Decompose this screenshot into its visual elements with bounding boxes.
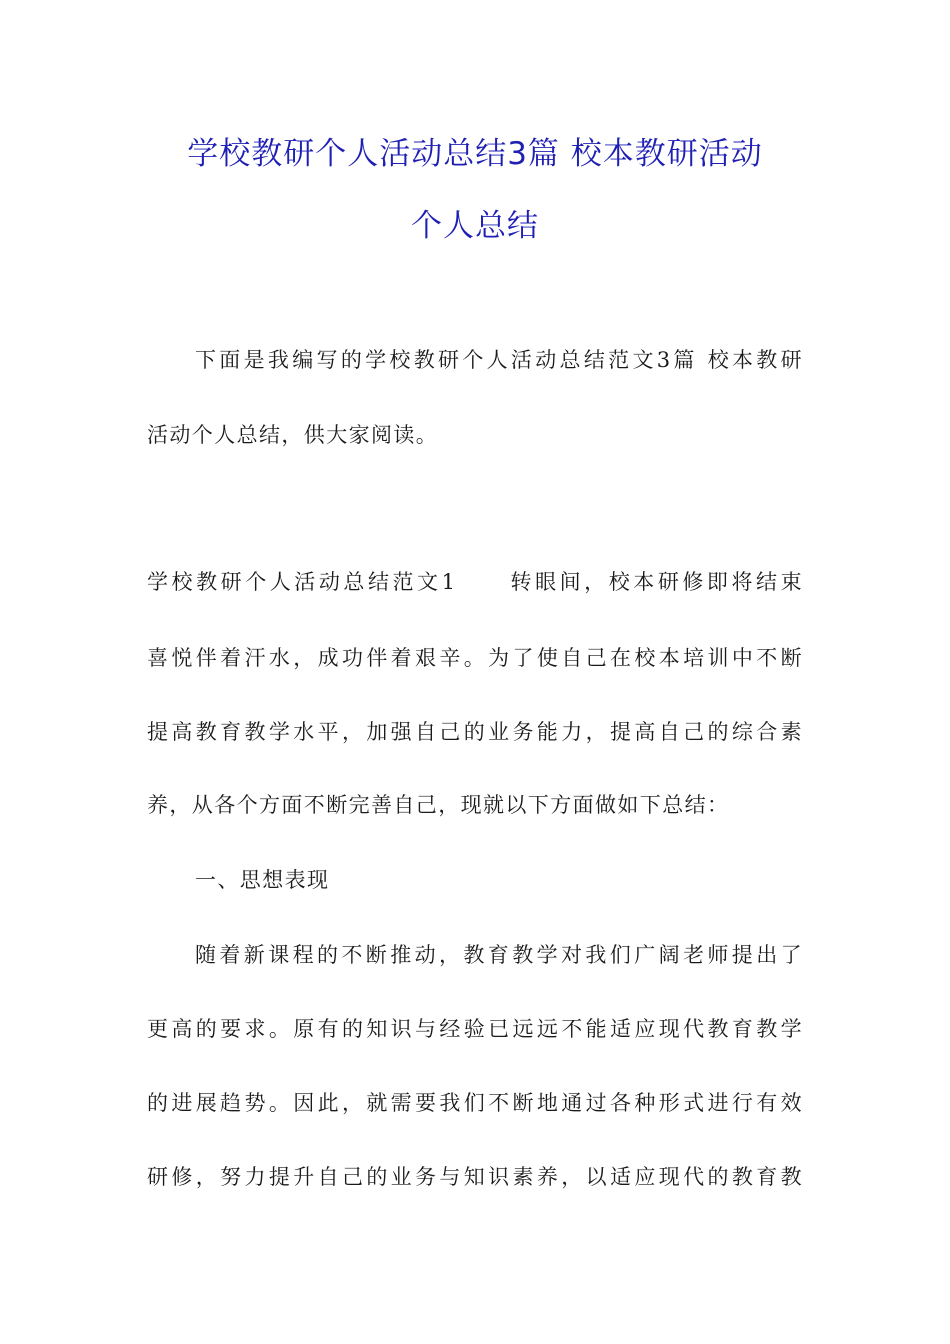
paragraph-2-line-1: 随着新课程的不断推动，教育教学对我们广阔老师提出了 xyxy=(195,943,803,967)
document-title-line-1: 学校教研个人活动总结3篇 校本教研活动 xyxy=(187,136,763,172)
section-1-first-line xyxy=(147,567,803,597)
section-1-line-1-rest: 转眼间，校本研修即将结束 xyxy=(508,570,803,594)
paragraph-2-line-3: 的进展趋势。因此，就需要我们不断地通过各种形式进行有效 xyxy=(147,1091,803,1115)
intro-line-1: 下面是我编写的学校教研个人活动总结范文3篇 校本教研 xyxy=(195,348,803,372)
section-1-line-3: 提高教育教学水平，加强自己的业务能力，提高自己的综合素 xyxy=(147,720,803,744)
section-1-heading: 学校教研个人活动总结范文1 xyxy=(147,570,457,594)
intro-line-2: 活动个人总结，供大家阅读。 xyxy=(147,423,439,447)
paragraph-2-line-2: 更高的要求。原有的知识与经验已远远不能适应现代教育教学 xyxy=(147,1017,803,1041)
section-1-line-4: 养，从各个方面不断完善自己，现就以下方面做如下总结： xyxy=(147,793,730,817)
section-1-line-2: 喜悦伴着汗水，成功伴着艰辛。为了使自己在校本培训中不断 xyxy=(147,646,803,670)
paragraph-2-line-4: 研修，努力提升自己的业务与知识素养，以适应现代的教育教 xyxy=(147,1165,803,1189)
subheading-thought-performance: 一、思想表现 xyxy=(195,868,330,892)
document-title-line-2: 个人总结 xyxy=(411,208,539,244)
